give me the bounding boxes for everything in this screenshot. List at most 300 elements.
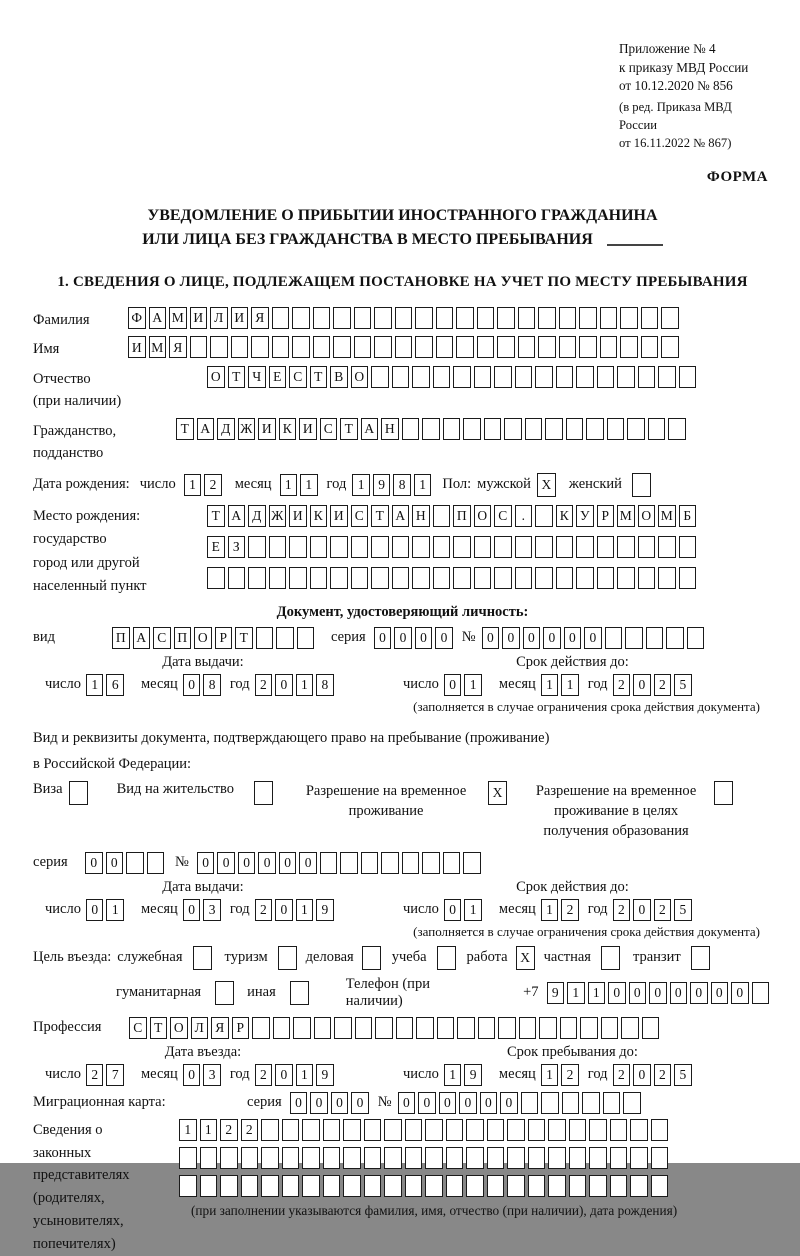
char-box[interactable] [666,627,684,649]
char-box[interactable]: Ч [248,366,266,388]
char-box[interactable]: 1 [280,474,298,496]
char-box[interactable] [292,336,310,358]
char-box[interactable]: 5 [674,899,692,921]
char-box[interactable] [651,1119,669,1141]
char-box[interactable]: 0 [183,899,201,921]
char-box[interactable] [443,418,461,440]
char-box[interactable] [333,336,351,358]
char-box[interactable]: 1 [561,674,579,696]
char-box[interactable] [416,1017,434,1039]
char-box[interactable]: О [207,366,225,388]
char-box[interactable] [477,307,495,329]
purpose-transit-checkbox[interactable] [691,946,710,970]
char-box[interactable]: 1 [179,1119,197,1141]
char-box[interactable] [200,1147,218,1169]
char-box[interactable] [289,567,307,589]
char-box[interactable] [617,366,635,388]
char-box[interactable] [627,418,645,440]
char-box[interactable]: 2 [561,899,579,921]
char-box[interactable]: Я [251,307,269,329]
char-box[interactable]: Т [228,366,246,388]
char-box[interactable] [402,852,420,874]
char-box[interactable]: 2 [613,899,631,921]
char-box[interactable] [297,627,315,649]
char-box[interactable] [179,1175,197,1197]
char-box[interactable] [364,1175,382,1197]
char-box[interactable] [457,1017,475,1039]
char-box[interactable]: 0 [398,1092,416,1114]
char-box[interactable]: Н [381,418,399,440]
char-box[interactable]: П [453,505,471,527]
char-box[interactable] [456,336,474,358]
char-box[interactable] [535,366,553,388]
char-box[interactable] [494,567,512,589]
char-box[interactable] [478,1017,496,1039]
char-box[interactable]: 1 [541,674,559,696]
char-box[interactable] [466,1147,484,1169]
char-box[interactable]: 0 [415,627,433,649]
char-box[interactable]: 0 [275,899,293,921]
char-box[interactable] [251,336,269,358]
char-box[interactable] [519,1017,537,1039]
char-box[interactable] [494,536,512,558]
char-box[interactable] [638,366,656,388]
char-box[interactable] [179,1147,197,1169]
char-box[interactable] [354,336,372,358]
char-box[interactable]: 0 [310,1092,328,1114]
char-box[interactable] [597,366,615,388]
char-box[interactable] [302,1175,320,1197]
purpose-other-checkbox[interactable] [290,981,309,1005]
char-box[interactable] [425,1119,443,1141]
char-box[interactable] [610,1147,628,1169]
char-box[interactable] [621,1017,639,1039]
char-box[interactable] [630,1147,648,1169]
char-box[interactable]: 0 [633,674,651,696]
char-box[interactable] [661,307,679,329]
char-box[interactable]: 2 [86,1064,104,1086]
char-box[interactable] [651,1175,669,1197]
char-box[interactable] [433,366,451,388]
char-box[interactable] [248,536,266,558]
char-box[interactable]: Р [215,627,233,649]
char-box[interactable] [415,307,433,329]
char-box[interactable] [518,336,536,358]
char-box[interactable]: 0 [275,1064,293,1086]
purpose-study-checkbox[interactable] [437,946,456,970]
char-box[interactable] [330,567,348,589]
char-box[interactable] [456,307,474,329]
char-box[interactable] [658,366,676,388]
char-box[interactable]: 2 [255,899,273,921]
char-box[interactable]: 0 [217,852,235,874]
char-box[interactable]: С [320,418,338,440]
char-box[interactable]: Т [150,1017,168,1039]
char-box[interactable]: Т [371,505,389,527]
char-box[interactable]: 1 [106,899,124,921]
char-box[interactable]: 7 [106,1064,124,1086]
char-box[interactable]: 1 [414,474,432,496]
char-box[interactable] [579,307,597,329]
char-box[interactable]: 8 [393,474,411,496]
char-box[interactable] [538,336,556,358]
char-box[interactable] [474,567,492,589]
char-box[interactable]: Т [340,418,358,440]
char-box[interactable] [651,1147,669,1169]
char-box[interactable]: 0 [290,1092,308,1114]
char-box[interactable] [273,1017,291,1039]
char-box[interactable] [466,1175,484,1197]
char-box[interactable] [658,567,676,589]
char-box[interactable] [433,536,451,558]
char-box[interactable]: 0 [731,982,749,1004]
char-box[interactable] [276,627,294,649]
char-box[interactable]: О [638,505,656,527]
char-box[interactable] [504,418,522,440]
char-box[interactable]: 0 [299,852,317,874]
char-box[interactable]: 9 [464,1064,482,1086]
char-box[interactable]: 2 [255,1064,273,1086]
char-box[interactable]: И [190,307,208,329]
char-box[interactable] [477,336,495,358]
char-box[interactable] [261,1147,279,1169]
char-box[interactable] [351,567,369,589]
char-box[interactable]: 0 [711,982,729,1004]
char-box[interactable] [436,336,454,358]
char-box[interactable] [548,1175,566,1197]
char-box[interactable] [528,1147,546,1169]
char-box[interactable]: 1 [464,674,482,696]
char-box[interactable] [256,627,274,649]
char-box[interactable] [484,418,502,440]
char-box[interactable] [658,536,676,558]
char-box[interactable] [340,852,358,874]
char-box[interactable]: 2 [241,1119,259,1141]
char-box[interactable]: 0 [480,1092,498,1114]
char-box[interactable] [425,1175,443,1197]
char-box[interactable] [463,418,481,440]
char-box[interactable] [207,567,225,589]
char-box[interactable] [446,1119,464,1141]
char-box[interactable]: М [149,336,167,358]
char-box[interactable] [446,1147,464,1169]
char-box[interactable] [384,1175,402,1197]
char-box[interactable]: 9 [373,474,391,496]
char-box[interactable]: 1 [567,982,585,1004]
char-box[interactable]: И [258,418,276,440]
char-box[interactable] [292,307,310,329]
char-box[interactable]: 3 [203,1064,221,1086]
char-box[interactable] [269,536,287,558]
char-box[interactable] [351,536,369,558]
char-box[interactable] [313,336,331,358]
char-box[interactable]: 0 [523,627,541,649]
char-box[interactable]: С [289,366,307,388]
char-box[interactable]: 1 [184,474,202,496]
char-box[interactable]: 0 [482,627,500,649]
char-box[interactable]: 1 [300,474,318,496]
purpose-humanitarian-checkbox[interactable] [215,981,234,1005]
char-box[interactable]: 8 [203,674,221,696]
char-box[interactable] [620,336,638,358]
char-box[interactable] [228,567,246,589]
char-box[interactable]: 2 [654,674,672,696]
char-box[interactable]: 0 [351,1092,369,1114]
char-box[interactable] [320,852,338,874]
char-box[interactable]: А [197,418,215,440]
char-box[interactable] [446,1175,464,1197]
char-box[interactable] [323,1175,341,1197]
char-box[interactable] [210,336,228,358]
char-box[interactable] [436,307,454,329]
char-box[interactable] [539,1017,557,1039]
char-box[interactable] [559,336,577,358]
char-box[interactable] [282,1147,300,1169]
char-box[interactable]: 0 [500,1092,518,1114]
char-box[interactable] [566,418,584,440]
char-box[interactable] [269,567,287,589]
char-box[interactable] [576,567,594,589]
char-box[interactable] [343,1147,361,1169]
char-box[interactable] [625,627,643,649]
char-box[interactable] [302,1147,320,1169]
char-box[interactable] [381,852,399,874]
char-box[interactable] [617,567,635,589]
char-box[interactable] [384,1147,402,1169]
char-box[interactable] [310,536,328,558]
char-box[interactable] [494,366,512,388]
char-box[interactable] [392,536,410,558]
char-box[interactable] [569,1119,587,1141]
char-box[interactable]: Р [597,505,615,527]
char-box[interactable]: И [128,336,146,358]
char-box[interactable] [620,307,638,329]
char-box[interactable] [600,307,618,329]
char-box[interactable]: 2 [654,899,672,921]
char-box[interactable] [425,1147,443,1169]
char-box[interactable] [396,1017,414,1039]
char-box[interactable] [528,1119,546,1141]
char-box[interactable]: Ф [128,307,146,329]
char-box[interactable] [562,1092,580,1114]
char-box[interactable] [343,1175,361,1197]
char-box[interactable]: О [474,505,492,527]
char-box[interactable] [580,1017,598,1039]
char-box[interactable]: В [330,366,348,388]
char-box[interactable]: 0 [85,852,103,874]
char-box[interactable]: 0 [279,852,297,874]
char-box[interactable] [323,1119,341,1141]
char-box[interactable]: 0 [331,1092,349,1114]
char-box[interactable]: 0 [502,627,520,649]
char-box[interactable]: 3 [203,899,221,921]
char-box[interactable]: Т [235,627,253,649]
char-box[interactable]: Н [412,505,430,527]
char-box[interactable] [560,1017,578,1039]
char-box[interactable] [668,418,686,440]
char-box[interactable]: 0 [584,627,602,649]
char-box[interactable] [474,366,492,388]
char-box[interactable] [679,366,697,388]
char-box[interactable] [638,536,656,558]
char-box[interactable]: Р [232,1017,250,1039]
char-box[interactable] [302,1119,320,1141]
char-box[interactable] [241,1175,259,1197]
char-box[interactable] [630,1175,648,1197]
char-box[interactable]: М [658,505,676,527]
char-box[interactable] [405,1119,423,1141]
char-box[interactable]: 5 [674,674,692,696]
char-box[interactable]: К [556,505,574,527]
char-box[interactable] [646,627,664,649]
char-box[interactable] [515,366,533,388]
char-box[interactable]: И [231,307,249,329]
char-box[interactable] [541,1092,559,1114]
char-box[interactable]: 1 [296,674,314,696]
char-box[interactable]: 1 [296,1064,314,1086]
char-box[interactable] [623,1092,641,1114]
char-box[interactable]: 0 [183,1064,201,1086]
char-box[interactable] [597,536,615,558]
char-box[interactable]: 0 [258,852,276,874]
char-box[interactable] [679,536,697,558]
char-box[interactable]: 8 [316,674,334,696]
char-box[interactable]: . [515,505,533,527]
char-box[interactable]: М [169,307,187,329]
char-box[interactable] [395,307,413,329]
char-box[interactable]: 2 [613,674,631,696]
char-box[interactable]: П [112,627,130,649]
char-box[interactable] [405,1175,423,1197]
char-box[interactable]: Т [310,366,328,388]
char-box[interactable]: 0 [435,627,453,649]
char-box[interactable] [364,1119,382,1141]
char-box[interactable] [371,567,389,589]
char-box[interactable] [507,1175,525,1197]
char-box[interactable] [507,1147,525,1169]
char-box[interactable] [579,336,597,358]
char-box[interactable] [374,307,392,329]
char-box[interactable] [190,336,208,358]
char-box[interactable] [752,982,770,1004]
char-box[interactable]: 0 [444,674,462,696]
char-box[interactable] [607,418,625,440]
char-box[interactable] [392,366,410,388]
char-box[interactable]: 0 [439,1092,457,1114]
char-box[interactable]: Е [269,366,287,388]
char-box[interactable]: 1 [352,474,370,496]
char-box[interactable] [576,536,594,558]
char-box[interactable]: 0 [275,674,293,696]
char-box[interactable] [559,307,577,329]
char-box[interactable] [507,1119,525,1141]
char-box[interactable] [648,418,666,440]
char-box[interactable] [384,1119,402,1141]
char-box[interactable]: 2 [613,1064,631,1086]
char-box[interactable] [395,336,413,358]
char-box[interactable] [453,536,471,558]
char-box[interactable]: А [133,627,151,649]
char-box[interactable]: 2 [220,1119,238,1141]
char-box[interactable] [282,1119,300,1141]
char-box[interactable] [515,567,533,589]
char-box[interactable]: 0 [106,852,124,874]
char-box[interactable] [642,1017,660,1039]
char-box[interactable] [525,418,543,440]
char-box[interactable] [282,1175,300,1197]
char-box[interactable] [576,366,594,388]
char-box[interactable]: 1 [200,1119,218,1141]
char-box[interactable]: М [617,505,635,527]
char-box[interactable] [361,852,379,874]
char-box[interactable]: А [228,505,246,527]
char-box[interactable]: Ж [238,418,256,440]
char-box[interactable] [437,1017,455,1039]
char-box[interactable] [354,307,372,329]
char-box[interactable]: Я [211,1017,229,1039]
char-box[interactable] [433,567,451,589]
char-box[interactable] [679,567,697,589]
char-box[interactable] [405,1147,423,1169]
char-box[interactable]: 5 [674,1064,692,1086]
char-box[interactable] [375,1017,393,1039]
purpose-official-checkbox[interactable] [193,946,212,970]
char-box[interactable] [556,366,574,388]
edu-permit-checkbox[interactable] [714,781,733,805]
char-box[interactable]: С [129,1017,147,1039]
char-box[interactable]: К [310,505,328,527]
char-box[interactable]: 0 [564,627,582,649]
char-box[interactable]: 9 [316,1064,334,1086]
char-box[interactable] [586,418,604,440]
char-box[interactable] [364,1147,382,1169]
char-box[interactable] [687,627,705,649]
char-box[interactable] [261,1119,279,1141]
char-box[interactable] [597,567,615,589]
purpose-business-checkbox[interactable] [362,946,381,970]
char-box[interactable]: Я [169,336,187,358]
char-box[interactable]: 9 [547,982,565,1004]
char-box[interactable]: 0 [183,674,201,696]
char-box[interactable]: Т [207,505,225,527]
char-box[interactable]: А [392,505,410,527]
char-box[interactable] [548,1147,566,1169]
char-box[interactable] [220,1175,238,1197]
char-box[interactable] [310,567,328,589]
char-box[interactable] [569,1175,587,1197]
char-box[interactable]: 2 [255,674,273,696]
char-box[interactable] [582,1092,600,1114]
char-box[interactable] [528,1175,546,1197]
char-box[interactable]: 1 [588,982,606,1004]
char-box[interactable]: 1 [296,899,314,921]
char-box[interactable] [248,567,266,589]
char-box[interactable]: 0 [394,627,412,649]
char-box[interactable]: Л [210,307,228,329]
char-box[interactable]: Е [207,536,225,558]
char-box[interactable]: Ж [269,505,287,527]
char-box[interactable]: 0 [690,982,708,1004]
residence-permit-checkbox[interactable] [254,781,273,805]
char-box[interactable] [313,307,331,329]
char-box[interactable]: 1 [444,1064,462,1086]
char-box[interactable]: 1 [541,899,559,921]
char-box[interactable]: У [576,505,594,527]
char-box[interactable] [535,505,553,527]
char-box[interactable]: 0 [633,899,651,921]
char-box[interactable]: 1 [541,1064,559,1086]
char-box[interactable] [545,418,563,440]
